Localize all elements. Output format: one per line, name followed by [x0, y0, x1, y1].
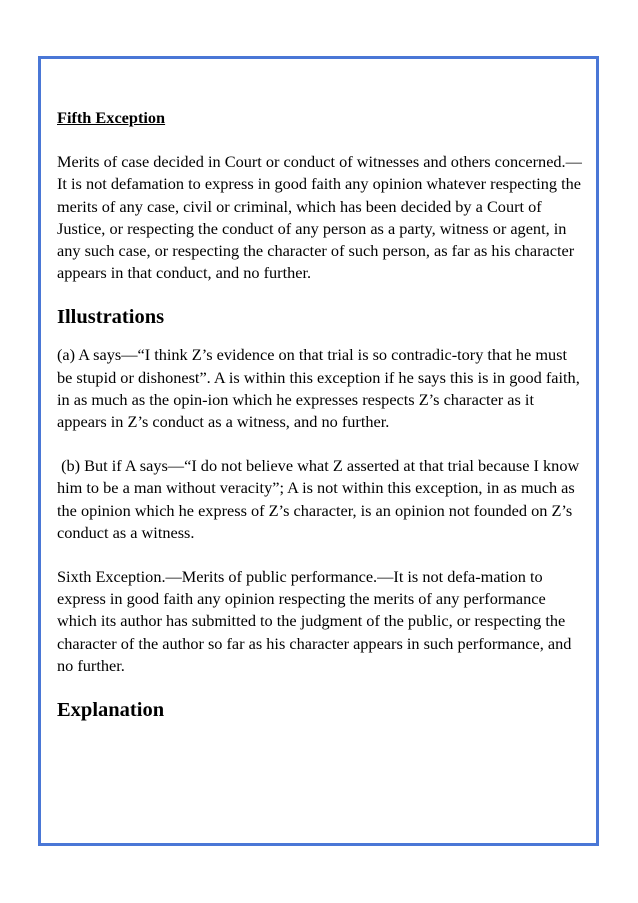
fifth-exception-title: Fifth Exception: [57, 108, 166, 127]
sixth-exception-paragraph: Sixth Exception.—Merits of public performance.—It is not defa-mation to express in good faith any opinion respecting the merits of any performance which its author has submitted to the judgment of the public, or respecting the character of the author so far as his character appears in such performance, and no further.: [57, 567, 572, 675]
explanation-heading: Explanation: [57, 699, 165, 722]
illustration-a-paragraph: (a) A says—“I think Z’s evidence on that trial is so contradic-tory that he must be stupid or dishonest”. A is within this exception if he says this is in good faith, in as much as the opin-ion which he expresses respects Z’s character as it appears in Z’s conduct as a witness, and no further.: [57, 345, 580, 432]
illustration-b-paragraph: (b) But if A says—“I do not believe what Z asserted at that trial because I know him to be a man without veracity”; A is not within this exception, in as much as the opinion which he express of Z’s character, is an opinion not founded on Z’s conduct as a witness.: [57, 456, 584, 542]
document-content: [57, 107, 582, 723]
illustrations-heading: Illustrations: [57, 306, 165, 329]
page-frame: [38, 56, 599, 846]
fifth-exception-paragraph: Merits of case decided in Court or conduct of witnesses and others concerned.—It is not defamation to express in good faith any opinion whatever respecting the merits of any case, civil or criminal, which has been decided by a Court of Justice, or respecting the conduct of any person as a party, witness or agent, in any such case, or respecting the character of such person, as far as his character appears in that conduct, and no further.: [57, 152, 582, 283]
